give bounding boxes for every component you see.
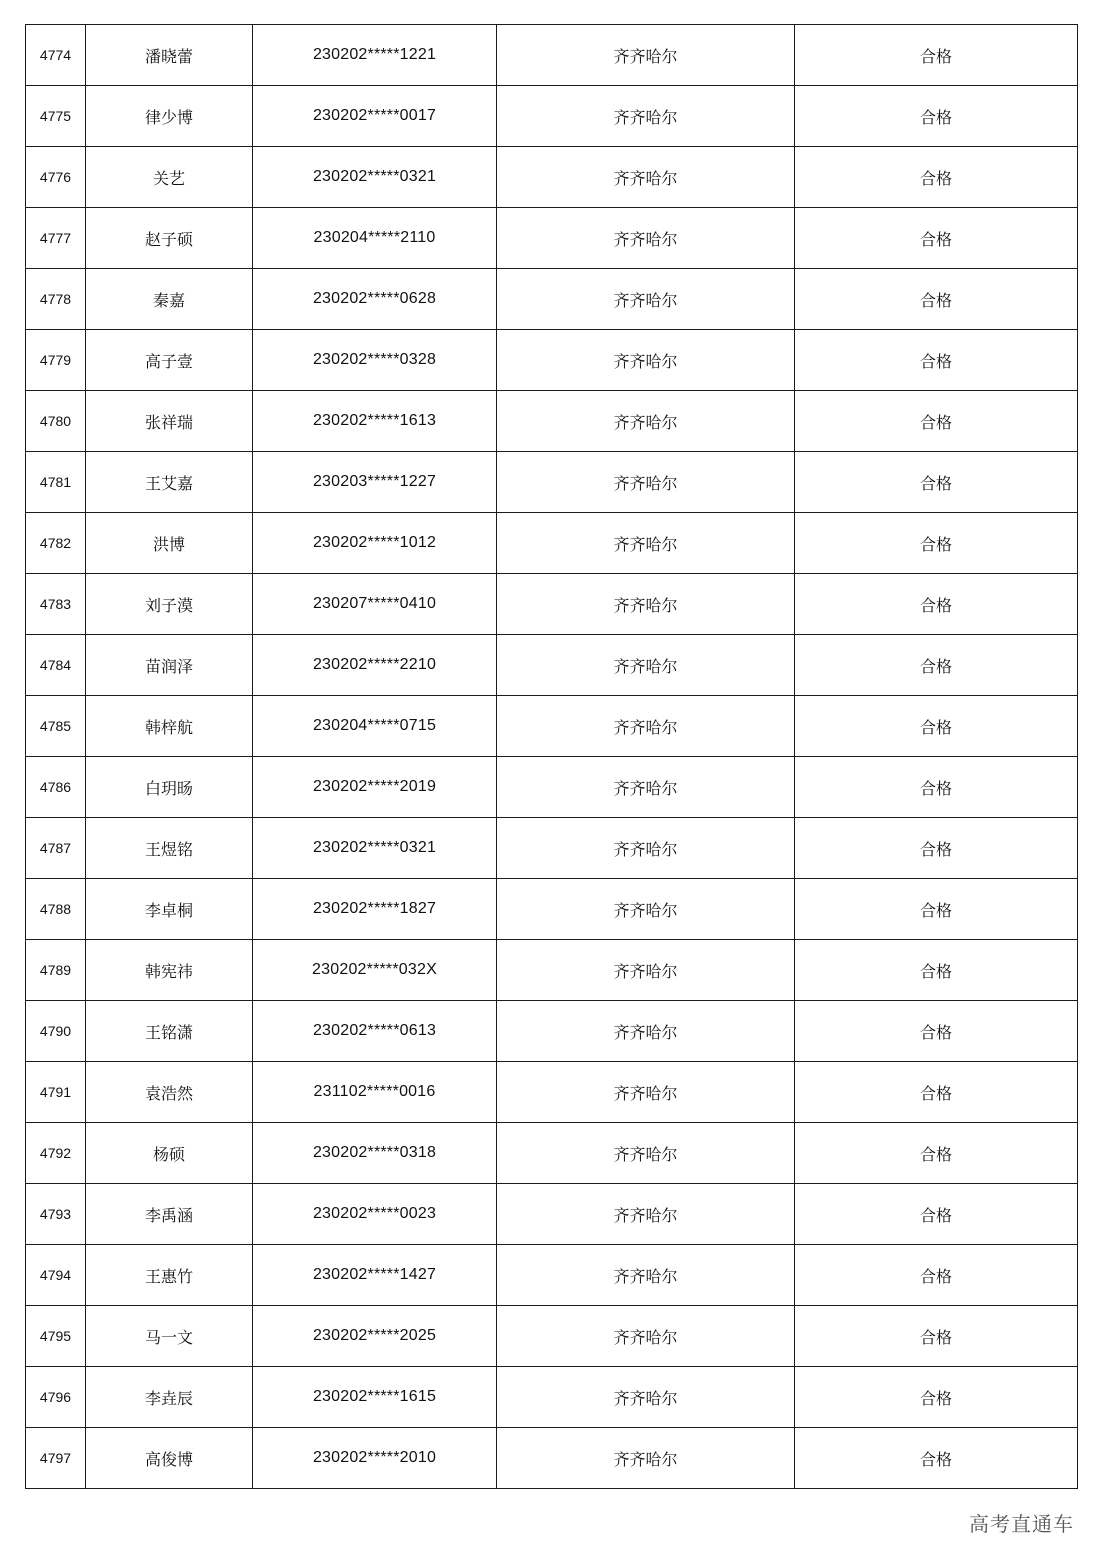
- id-number-cell: 230202*****2025: [253, 1306, 497, 1367]
- row-number-cell: 4793: [26, 1184, 86, 1245]
- row-number-cell: 4790: [26, 1001, 86, 1062]
- results-table: [25, 24, 1078, 1489]
- result-cell: 合格: [795, 452, 1078, 513]
- id-number-cell: 230204*****0715: [253, 696, 497, 757]
- id-number-cell: 230202*****1827: [253, 879, 497, 940]
- name-cell: 韩宪祎: [86, 940, 253, 1001]
- row-number-cell: 4781: [26, 452, 86, 513]
- table-row: [26, 1306, 1078, 1367]
- result-cell: 合格: [795, 208, 1078, 269]
- table-row: [26, 574, 1078, 635]
- table-row: [26, 1123, 1078, 1184]
- id-number-cell: 230204*****2110: [253, 208, 497, 269]
- row-number-cell: 4787: [26, 818, 86, 879]
- city-cell: 齐齐哈尔: [497, 269, 795, 330]
- row-number-cell: 4775: [26, 86, 86, 147]
- table-row: [26, 818, 1078, 879]
- row-number-cell: 4794: [26, 1245, 86, 1306]
- name-cell: 王煜铭: [86, 818, 253, 879]
- table-row: [26, 330, 1078, 391]
- table-row: [26, 513, 1078, 574]
- result-cell: 合格: [795, 1062, 1078, 1123]
- city-cell: 齐齐哈尔: [497, 513, 795, 574]
- table-row: [26, 1367, 1078, 1428]
- name-cell: 杨硕: [86, 1123, 253, 1184]
- row-number-cell: 4795: [26, 1306, 86, 1367]
- city-cell: 齐齐哈尔: [497, 391, 795, 452]
- name-cell: 李垚辰: [86, 1367, 253, 1428]
- row-number-cell: 4779: [26, 330, 86, 391]
- name-cell: 洪博: [86, 513, 253, 574]
- id-number-cell: 231102*****0016: [253, 1062, 497, 1123]
- table-row: [26, 269, 1078, 330]
- id-number-cell: 230202*****0023: [253, 1184, 497, 1245]
- result-cell: 合格: [795, 86, 1078, 147]
- id-number-cell: 230202*****0321: [253, 147, 497, 208]
- city-cell: 齐齐哈尔: [497, 147, 795, 208]
- id-number-cell: 230202*****2010: [253, 1428, 497, 1489]
- city-cell: 齐齐哈尔: [497, 1306, 795, 1367]
- result-cell: 合格: [795, 1001, 1078, 1062]
- name-cell: 李禹涵: [86, 1184, 253, 1245]
- result-cell: 合格: [795, 940, 1078, 1001]
- row-number-cell: 4780: [26, 391, 86, 452]
- name-cell: 白玥旸: [86, 757, 253, 818]
- id-number-cell: 230202*****1613: [253, 391, 497, 452]
- row-number-cell: 4784: [26, 635, 86, 696]
- result-cell: 合格: [795, 391, 1078, 452]
- result-cell: 合格: [795, 635, 1078, 696]
- row-number-cell: 4788: [26, 879, 86, 940]
- city-cell: 齐齐哈尔: [497, 1123, 795, 1184]
- city-cell: 齐齐哈尔: [497, 696, 795, 757]
- name-cell: 潘晓蕾: [86, 25, 253, 86]
- table-row: [26, 391, 1078, 452]
- results-table-body: [26, 25, 1078, 1489]
- city-cell: 齐齐哈尔: [497, 1184, 795, 1245]
- name-cell: 律少博: [86, 86, 253, 147]
- city-cell: 齐齐哈尔: [497, 25, 795, 86]
- result-cell: 合格: [795, 1428, 1078, 1489]
- id-number-cell: 230203*****1227: [253, 452, 497, 513]
- id-number-cell: 230202*****0318: [253, 1123, 497, 1184]
- table-row: [26, 940, 1078, 1001]
- name-cell: 王惠竹: [86, 1245, 253, 1306]
- name-cell: 韩梓航: [86, 696, 253, 757]
- city-cell: 齐齐哈尔: [497, 757, 795, 818]
- table-row: [26, 1062, 1078, 1123]
- result-cell: 合格: [795, 147, 1078, 208]
- table-row: [26, 147, 1078, 208]
- city-cell: 齐齐哈尔: [497, 86, 795, 147]
- city-cell: 齐齐哈尔: [497, 330, 795, 391]
- city-cell: 齐齐哈尔: [497, 818, 795, 879]
- name-cell: 刘子漠: [86, 574, 253, 635]
- id-number-cell: 230202*****0628: [253, 269, 497, 330]
- table-row: [26, 1245, 1078, 1306]
- id-number-cell: 230202*****1221: [253, 25, 497, 86]
- table-row: [26, 86, 1078, 147]
- result-cell: 合格: [795, 879, 1078, 940]
- city-cell: 齐齐哈尔: [497, 1001, 795, 1062]
- row-number-cell: 4797: [26, 1428, 86, 1489]
- table-row: [26, 879, 1078, 940]
- table-row: [26, 696, 1078, 757]
- id-number-cell: 230202*****1427: [253, 1245, 497, 1306]
- result-cell: 合格: [795, 696, 1078, 757]
- result-cell: 合格: [795, 818, 1078, 879]
- result-cell: 合格: [795, 1245, 1078, 1306]
- result-cell: 合格: [795, 513, 1078, 574]
- id-number-cell: 230202*****1615: [253, 1367, 497, 1428]
- row-number-cell: 4777: [26, 208, 86, 269]
- result-cell: 合格: [795, 574, 1078, 635]
- city-cell: 齐齐哈尔: [497, 1428, 795, 1489]
- result-cell: 合格: [795, 757, 1078, 818]
- id-number-cell: 230202*****0321: [253, 818, 497, 879]
- row-number-cell: 4786: [26, 757, 86, 818]
- table-row: [26, 25, 1078, 86]
- row-number-cell: 4782: [26, 513, 86, 574]
- name-cell: 高俊博: [86, 1428, 253, 1489]
- row-number-cell: 4792: [26, 1123, 86, 1184]
- name-cell: 袁浩然: [86, 1062, 253, 1123]
- city-cell: 齐齐哈尔: [497, 1245, 795, 1306]
- name-cell: 赵子硕: [86, 208, 253, 269]
- city-cell: 齐齐哈尔: [497, 452, 795, 513]
- id-number-cell: 230207*****0410: [253, 574, 497, 635]
- table-row: [26, 757, 1078, 818]
- name-cell: 李卓桐: [86, 879, 253, 940]
- name-cell: 张祥瑞: [86, 391, 253, 452]
- city-cell: 齐齐哈尔: [497, 1367, 795, 1428]
- name-cell: 秦嘉: [86, 269, 253, 330]
- name-cell: 高子壹: [86, 330, 253, 391]
- city-cell: 齐齐哈尔: [497, 879, 795, 940]
- name-cell: 关艺: [86, 147, 253, 208]
- name-cell: 王铭潇: [86, 1001, 253, 1062]
- table-row: [26, 1184, 1078, 1245]
- watermark-text: 高考直通车: [969, 1512, 1074, 1536]
- city-cell: 齐齐哈尔: [497, 940, 795, 1001]
- result-cell: 合格: [795, 269, 1078, 330]
- name-cell: 苗润泽: [86, 635, 253, 696]
- id-number-cell: 230202*****2019: [253, 757, 497, 818]
- id-number-cell: 230202*****0017: [253, 86, 497, 147]
- result-cell: 合格: [795, 25, 1078, 86]
- table-row: [26, 1001, 1078, 1062]
- id-number-cell: 230202*****032X: [253, 940, 497, 1001]
- row-number-cell: 4785: [26, 696, 86, 757]
- table-row: [26, 1428, 1078, 1489]
- row-number-cell: 4791: [26, 1062, 86, 1123]
- row-number-cell: 4776: [26, 147, 86, 208]
- row-number-cell: 4778: [26, 269, 86, 330]
- id-number-cell: 230202*****1012: [253, 513, 497, 574]
- name-cell: 王艾嘉: [86, 452, 253, 513]
- result-cell: 合格: [795, 330, 1078, 391]
- result-cell: 合格: [795, 1184, 1078, 1245]
- id-number-cell: 230202*****0613: [253, 1001, 497, 1062]
- table-row: [26, 635, 1078, 696]
- result-cell: 合格: [795, 1306, 1078, 1367]
- row-number-cell: 4789: [26, 940, 86, 1001]
- city-cell: 齐齐哈尔: [497, 574, 795, 635]
- row-number-cell: 4783: [26, 574, 86, 635]
- id-number-cell: 230202*****0328: [253, 330, 497, 391]
- row-number-cell: 4774: [26, 25, 86, 86]
- table-row: [26, 208, 1078, 269]
- row-number-cell: 4796: [26, 1367, 86, 1428]
- result-cell: 合格: [795, 1123, 1078, 1184]
- result-cell: 合格: [795, 1367, 1078, 1428]
- id-number-cell: 230202*****2210: [253, 635, 497, 696]
- city-cell: 齐齐哈尔: [497, 635, 795, 696]
- table-row: [26, 452, 1078, 513]
- name-cell: 马一文: [86, 1306, 253, 1367]
- city-cell: 齐齐哈尔: [497, 1062, 795, 1123]
- city-cell: 齐齐哈尔: [497, 208, 795, 269]
